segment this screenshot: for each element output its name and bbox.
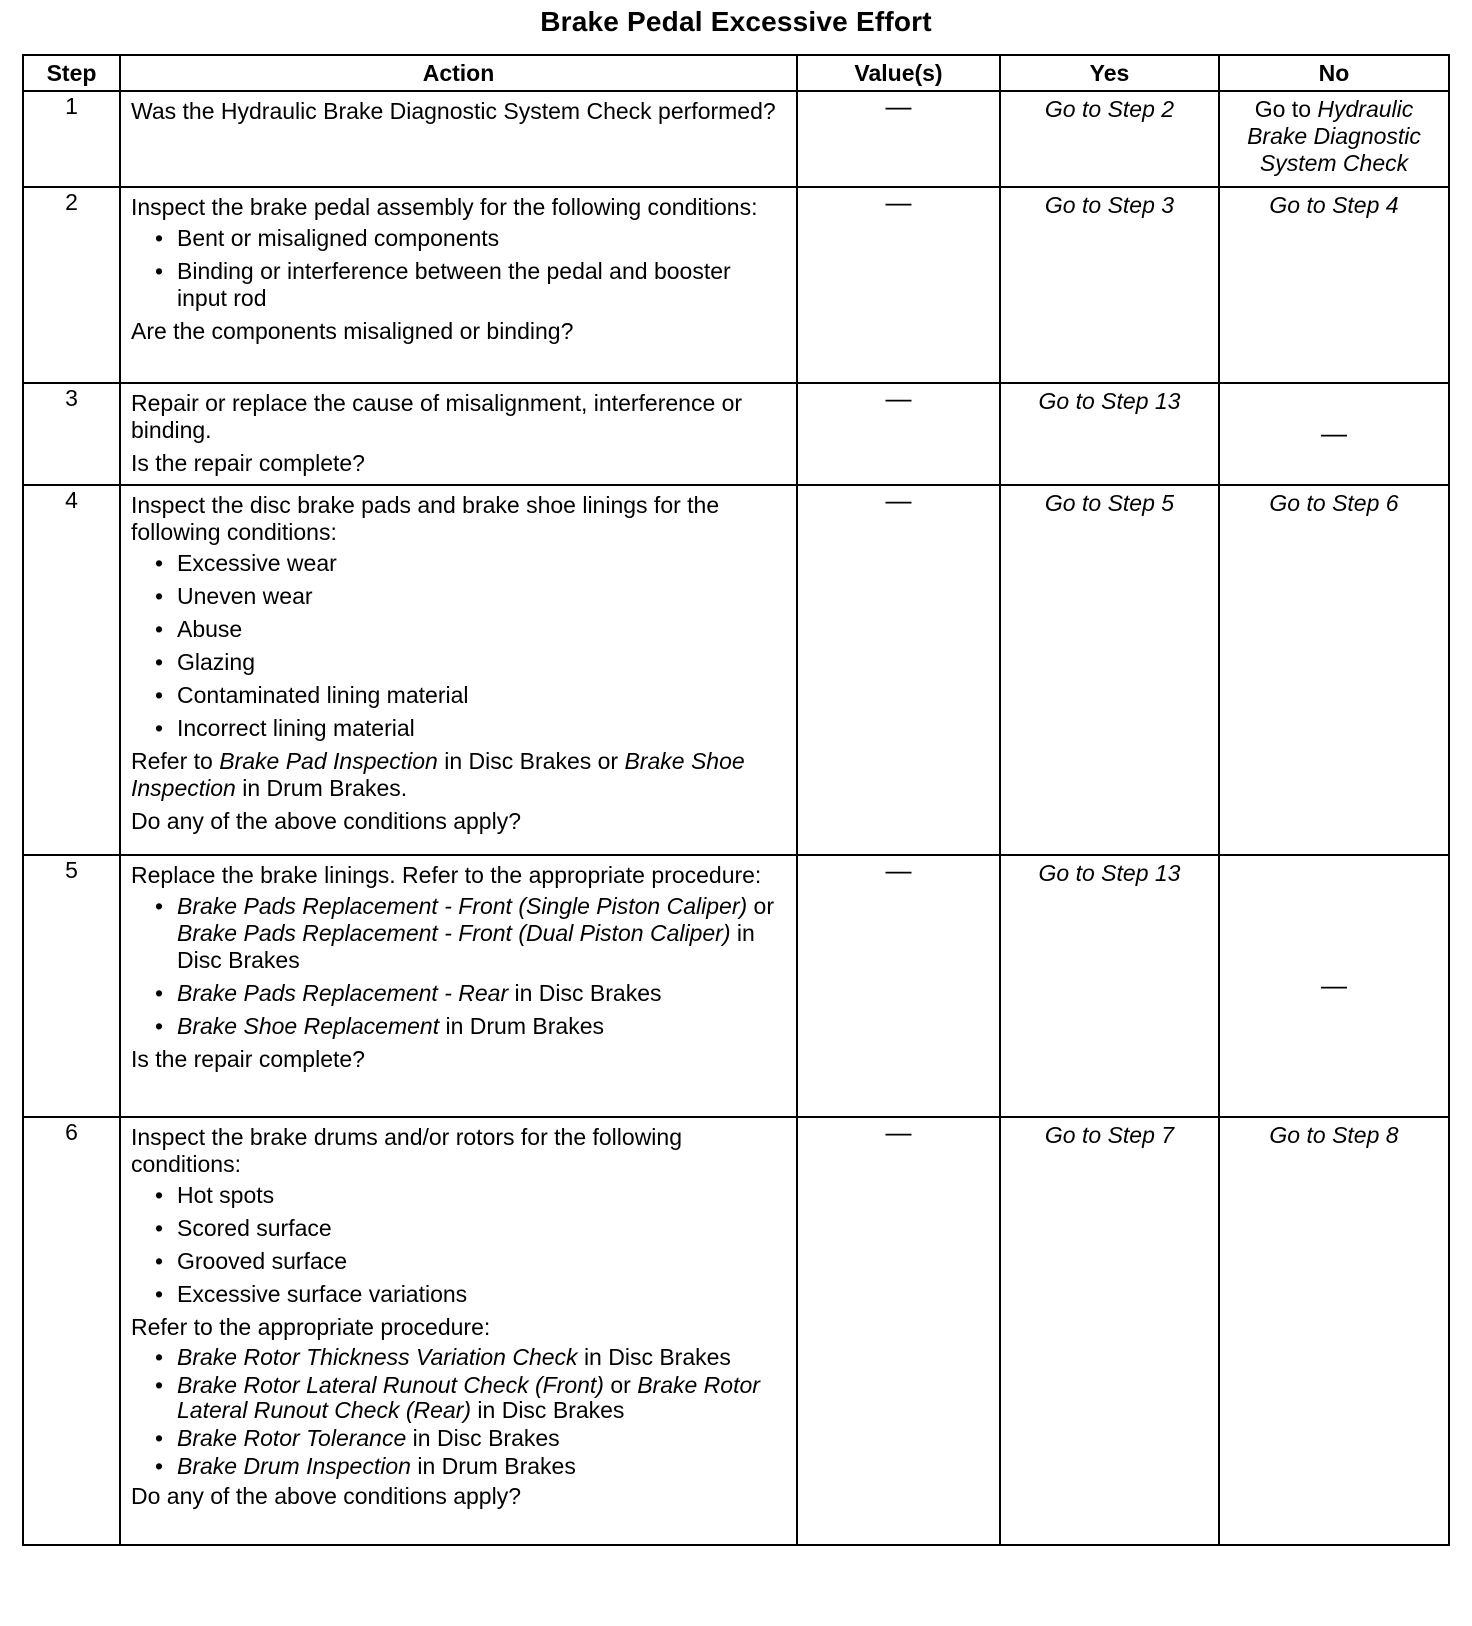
- step-number: 3: [23, 383, 120, 485]
- action-cell: [120, 187, 797, 383]
- list-item: • Brake Drum Inspection in Drum Brakes: [155, 1454, 786, 1479]
- yes-cell: Go to Step 5: [1000, 485, 1219, 855]
- list-item: • Grooved surface: [155, 1248, 786, 1275]
- action-intro: Replace the brake linings. Refer to the appropriate procedure:: [131, 862, 762, 888]
- value-cell: —: [797, 383, 1000, 485]
- list-item: • Uneven wear: [155, 583, 786, 610]
- list-item: • Bent or misaligned components: [155, 225, 786, 252]
- list-item: • Brake Rotor Thickness Variation Check in Disc Brakes: [155, 1345, 786, 1370]
- value-cell: —: [797, 855, 1000, 1117]
- yes-cell: Go to Step 3: [1000, 187, 1219, 383]
- list-item: • Brake Pads Replacement - Rear in Disc Brakes: [155, 980, 786, 1007]
- step-number: 6: [23, 1117, 120, 1545]
- diagnostic-table: [22, 54, 1450, 1546]
- step-number: 5: [23, 855, 120, 1117]
- list-item: • Incorrect lining material: [155, 715, 786, 742]
- procedure-reference: Brake Pad Inspection: [219, 748, 438, 774]
- table-row: [23, 855, 1449, 1117]
- list-item: • Scored surface: [155, 1215, 786, 1242]
- yes-cell: Go to Step 13: [1000, 383, 1219, 485]
- list-item: • Brake Shoe Replacement in Drum Brakes: [155, 1013, 786, 1040]
- list-item: • Excessive wear: [155, 550, 786, 577]
- procedure-list: [131, 1345, 786, 1479]
- table-row: [23, 187, 1449, 383]
- action-cell: [120, 855, 797, 1117]
- action-cell: [120, 1117, 797, 1545]
- column-header-action: Action: [120, 55, 797, 91]
- column-header-no: No: [1219, 55, 1449, 91]
- column-header-step: Step: [23, 55, 120, 91]
- step-number: 2: [23, 187, 120, 383]
- condition-list: [131, 225, 786, 312]
- action-question: Do any of the above conditions apply?: [131, 1483, 521, 1509]
- list-item: • Abuse: [155, 616, 786, 643]
- list-item: • Brake Pads Replacement - Front (Single Piston Caliper) or Brake Pads Replacement - Front (Dual Piston Caliper) in Disc Brakes: [155, 893, 786, 974]
- procedure-reference: Brake Shoe Inspection: [131, 748, 745, 801]
- step-number: 1: [23, 91, 120, 187]
- yes-cell: Go to Step 2: [1000, 91, 1219, 187]
- condition-list: [131, 550, 786, 742]
- column-header-yes: Yes: [1000, 55, 1219, 91]
- table-row: [23, 383, 1449, 485]
- value-cell: —: [797, 91, 1000, 187]
- no-cell: Go to Step 8: [1219, 1117, 1449, 1545]
- page-title: Brake Pedal Excessive Effort: [540, 6, 932, 37]
- yes-cell: Go to Step 13: [1000, 855, 1219, 1117]
- list-item: • Brake Rotor Tolerance in Disc Brakes: [155, 1426, 786, 1451]
- action-question: Do any of the above conditions apply?: [131, 808, 521, 834]
- no-cell: Go to Step 4: [1219, 187, 1449, 383]
- action-question: Is the repair complete?: [131, 1046, 365, 1072]
- yes-cell: Go to Step 7: [1000, 1117, 1219, 1545]
- no-cell: —: [1219, 855, 1449, 1117]
- no-cell: —: [1219, 383, 1449, 485]
- table-header-row: [23, 55, 1449, 91]
- table-row: [23, 1117, 1449, 1545]
- value-cell: —: [797, 187, 1000, 383]
- no-cell: Go to Step 6: [1219, 485, 1449, 855]
- value-cell: —: [797, 1117, 1000, 1545]
- list-item: • Contaminated lining material: [155, 682, 786, 709]
- list-item: • Binding or interference between the pedal and booster input rod: [155, 258, 786, 312]
- list-item: • Hot spots: [155, 1182, 786, 1209]
- no-prefix: Go to: [1254, 96, 1311, 122]
- action-cell: [120, 383, 797, 485]
- no-reference: Hydraulic Brake Diagnostic System Check: [1247, 96, 1421, 176]
- table-row: [23, 485, 1449, 855]
- step-number: 4: [23, 485, 120, 855]
- action-intro: Repair or replace the cause of misalignment, interference or binding.: [131, 390, 743, 443]
- action-intro: Inspect the brake pedal assembly for the following conditions:: [131, 194, 758, 220]
- table-row: [23, 91, 1449, 187]
- procedure-list: [131, 893, 786, 1040]
- value-cell: —: [797, 485, 1000, 855]
- action-question: Was the Hydraulic Brake Diagnostic System Check performed?: [131, 98, 776, 124]
- action-cell: [120, 485, 797, 855]
- action-question: Is the repair complete?: [131, 450, 365, 476]
- action-question: Are the components misaligned or binding?: [131, 318, 574, 344]
- list-item: • Glazing: [155, 649, 786, 676]
- list-item: • Brake Rotor Lateral Runout Check (Front) or Brake Rotor Lateral Runout Check (Rear) in Disc Brakes: [155, 1373, 786, 1423]
- column-header-values: Value(s): [797, 55, 1000, 91]
- condition-list: [131, 1182, 786, 1308]
- action-cell: [120, 91, 797, 187]
- action-intro: Inspect the disc brake pads and brake shoe linings for the following conditions:: [131, 492, 720, 545]
- no-cell: [1219, 91, 1449, 187]
- action-intro: Inspect the brake drums and/or rotors for the following conditions:: [131, 1124, 683, 1177]
- refer-text: Refer to Brake Pad Inspection in Disc Brakes or Brake Shoe Inspection in Drum Brakes.: [131, 748, 745, 801]
- list-item: • Excessive surface variations: [155, 1281, 786, 1308]
- refer-intro: Refer to the appropriate procedure:: [131, 1314, 491, 1340]
